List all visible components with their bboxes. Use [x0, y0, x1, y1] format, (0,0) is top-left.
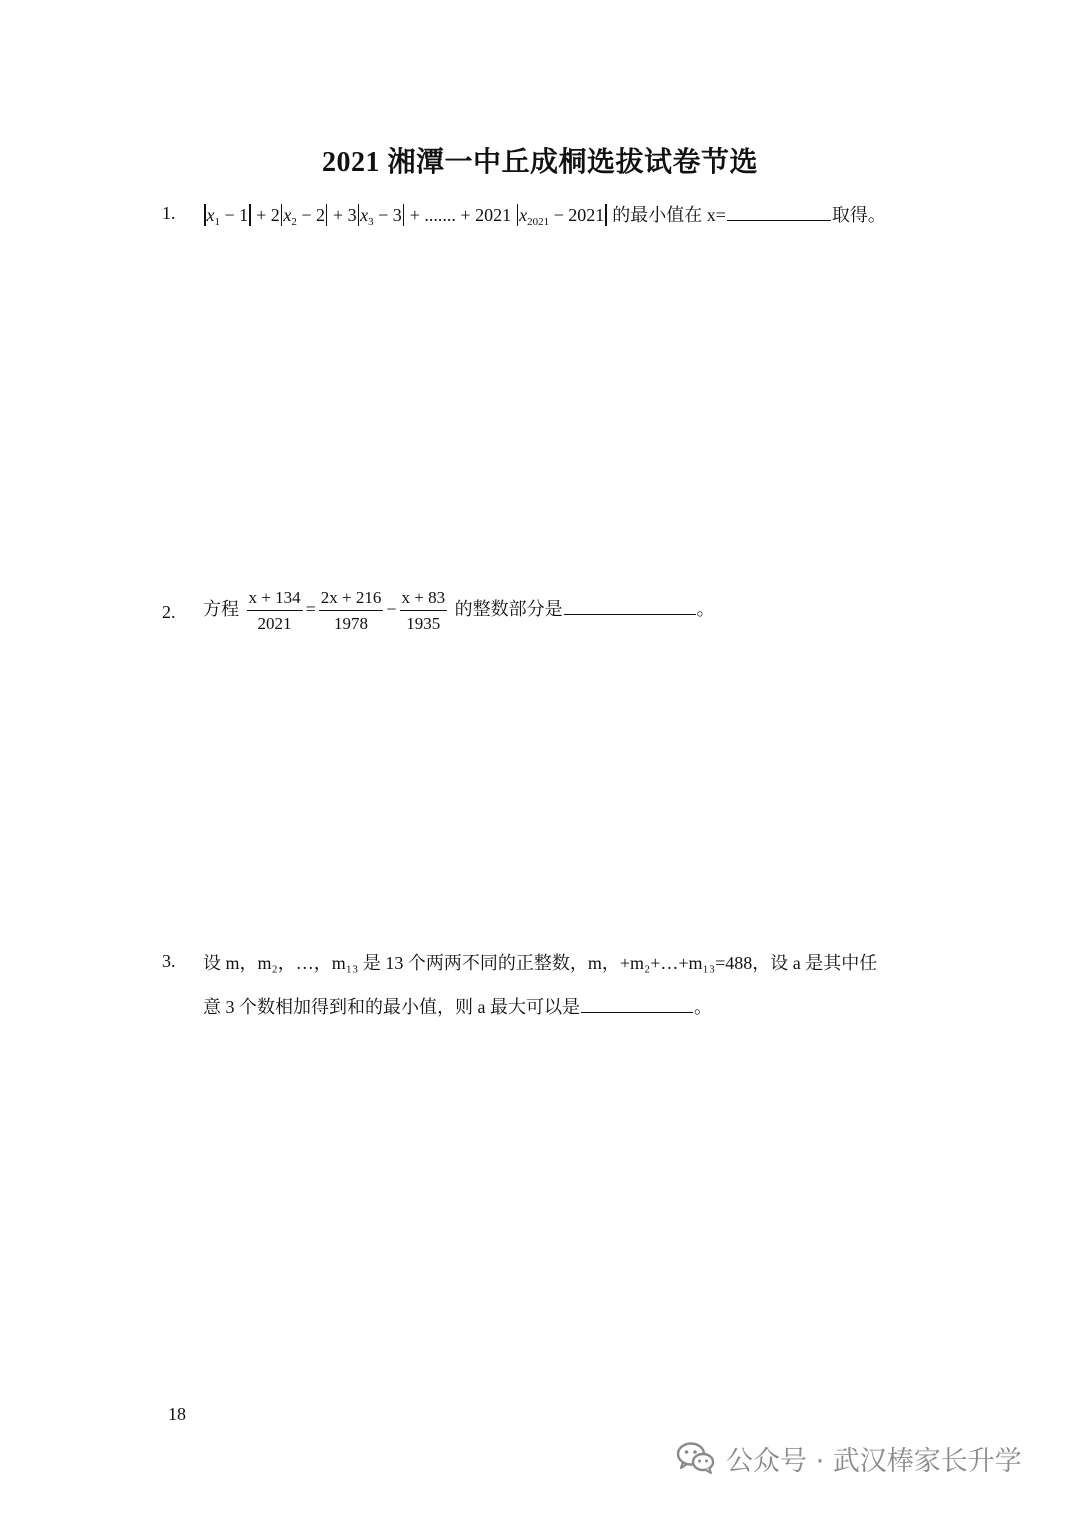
subscript: 2021 [527, 216, 550, 228]
coefficient: + 2 [251, 205, 280, 225]
fraction [319, 588, 384, 634]
answer-blank [564, 596, 696, 615]
answer-blank [727, 202, 831, 221]
watermark-text: 公众号 · 武汉棒家长升学 [726, 1445, 1022, 1477]
term-rest: − 1 [220, 205, 249, 225]
variable: x [206, 205, 215, 225]
abs-bar [517, 204, 519, 226]
answer-blank [581, 994, 693, 1013]
variable: x [360, 205, 369, 225]
equals-sign: = [305, 599, 316, 620]
variable: x [283, 205, 292, 225]
subscript: 1 [214, 216, 220, 228]
ellipsis-term: + ....... + 2021 [405, 205, 512, 225]
denominator: 2021 [257, 614, 292, 633]
question-3-number: 3. [162, 951, 176, 971]
minus-sign: − [386, 599, 397, 620]
page-number: 18 [168, 1404, 186, 1424]
question-1-prompt: 的最小值在 x= [612, 205, 726, 225]
page-title: 2021 湘潭一中丘成桐选拔试卷节选 [321, 147, 758, 178]
watermark [676, 1438, 1022, 1478]
fraction [247, 588, 303, 634]
question-1-number: 1. [162, 203, 176, 223]
question-2-prompt: 的整数部分是 [454, 599, 563, 620]
question-2-number: 2. [162, 602, 176, 622]
subscript: 3 [368, 216, 374, 228]
abs-bar [358, 204, 360, 226]
question-3-tail: 。 [694, 997, 712, 1017]
variable: x [519, 205, 528, 225]
subscript: 2 [291, 216, 297, 228]
question-3-prompt: 意 3 个数相加得到和的最小值，则 a 最大可以是 [203, 997, 580, 1017]
wechat-icon [676, 1441, 716, 1475]
question-2-prefix: 方程 [203, 599, 239, 620]
abs-bar [249, 204, 251, 226]
question-2-tail: 。 [696, 599, 715, 620]
term-rest: − 2021 [549, 205, 605, 225]
question-1-tail: 取得。 [831, 205, 886, 225]
question-3-line-1: 设 m，m₂，…，m₁₃ 是 13 个两两不同的正整数，m，+m₂+…+m₁₃=488，设 a 是其中任 [203, 953, 878, 973]
abs-bar [204, 204, 206, 226]
term-rest: − 2 [296, 205, 325, 225]
abs-bar [605, 204, 607, 226]
denominator: 1978 [334, 614, 369, 633]
fraction [400, 588, 448, 634]
question-3-line-2 [203, 993, 712, 1019]
question-2-text [203, 588, 715, 634]
term-rest: − 3 [373, 205, 402, 225]
numerator: x + 134 [247, 588, 303, 611]
denominator: 1935 [406, 614, 441, 633]
numerator: x + 83 [400, 588, 448, 611]
numerator: 2x + 216 [319, 588, 384, 611]
question-1-text [203, 201, 886, 228]
coefficient: + 3 [328, 205, 357, 225]
